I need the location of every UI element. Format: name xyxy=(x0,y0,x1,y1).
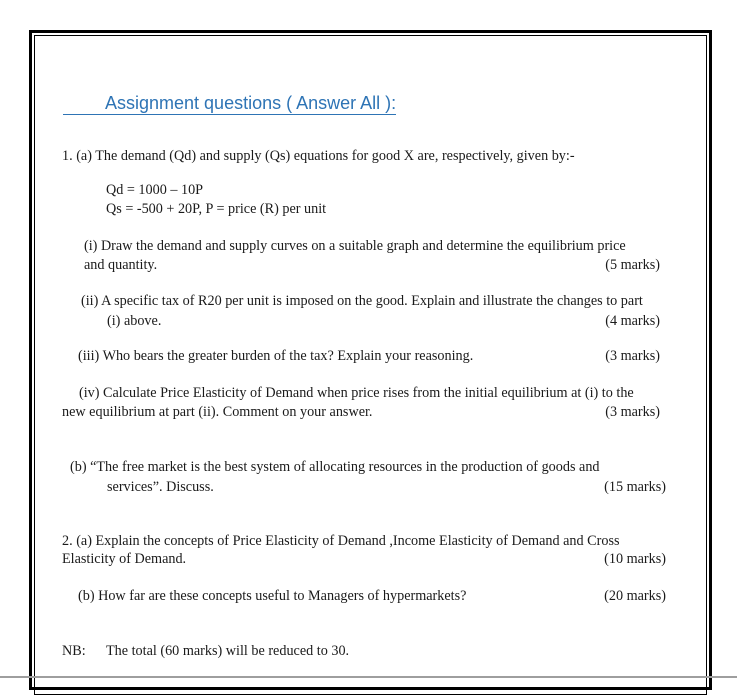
q1-supply-equation: Qs = -500 + 20P, P = price (R) per unit xyxy=(106,201,327,217)
q1-b-marks: (15 marks) xyxy=(604,479,666,495)
q2-a-line2: Elasticity of Demand. xyxy=(62,551,187,567)
assignment-heading: Assignment questions ( Answer All ): xyxy=(63,92,396,115)
q1-demand-equation: Qd = 1000 – 10P xyxy=(106,182,204,198)
q1-ii-line1: (ii) A specific tax of R20 per unit is imposed on the good. Explain and illustrate the changes to part xyxy=(81,293,643,309)
q1-iii-line1: (iii) Who bears the greater burden of the tax? Explain your reasoning. xyxy=(78,348,474,364)
q2-a-marks: (10 marks) xyxy=(604,551,666,567)
nb-label: NB: xyxy=(62,643,86,659)
q1-b-line1: (b) “The free market is the best system of allocating resources in the production of goods and xyxy=(70,459,600,475)
q2-a-line1: 2. (a) Explain the concepts of Price Elasticity of Demand ,Income Elasticity of Demand and Cross xyxy=(62,533,620,549)
q1-intro: 1. (a) The demand (Qd) and supply (Qs) equations for good X are, respectively, given by:- xyxy=(62,148,575,164)
q2-b-marks: (20 marks) xyxy=(604,588,666,604)
nb-text: The total (60 marks) will be reduced to 30. xyxy=(106,643,350,659)
q1-iv-line1: (iv) Calculate Price Elasticity of Demand when price rises from the initial equilibrium at (i) to the xyxy=(79,385,634,401)
q1-i-marks: (5 marks) xyxy=(605,257,660,273)
q1-iv-marks: (3 marks) xyxy=(605,404,660,420)
q1-i-line1: (i) Draw the demand and supply curves on a suitable graph and determine the equilibrium price xyxy=(84,238,626,254)
q1-b-line2: services”. Discuss. xyxy=(107,479,214,495)
q1-ii-line2: (i) above. xyxy=(107,313,162,329)
q2-b-line1: (b) How far are these concepts useful to Managers of hypermarkets? xyxy=(78,588,467,604)
q1-i-line2: and quantity. xyxy=(84,257,158,273)
q1-ii-marks: (4 marks) xyxy=(605,313,660,329)
q1-iv-line2: new equilibrium at part (ii). Comment on your answer. xyxy=(62,404,373,420)
q1-iii-marks: (3 marks) xyxy=(605,348,660,364)
